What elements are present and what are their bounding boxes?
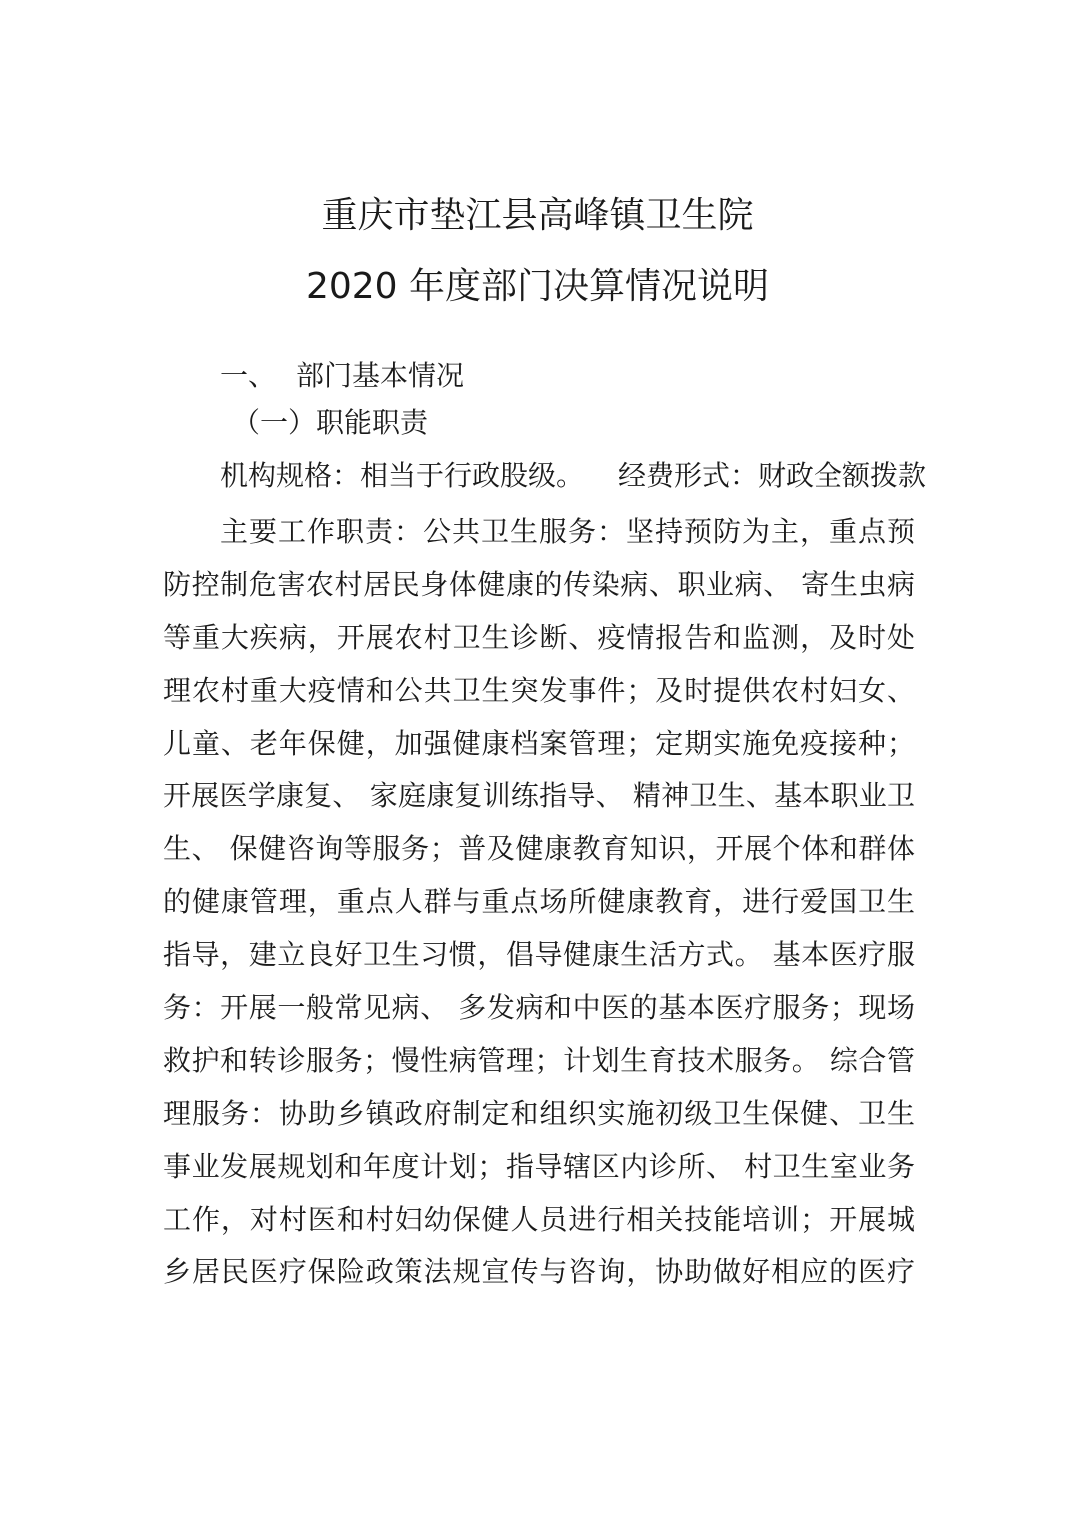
body-line: 等重大疾病，开展农村卫生诊断、疫情报告和监测，及时处 (163, 620, 915, 654)
body-line: 理农村重大疫情和公共卫生突发事件；及时提供农村妇女、 (163, 673, 915, 707)
body-line: 乡居民医疗保险政策法规宣传与咨询，协助做好相应的医疗 (163, 1255, 915, 1289)
body-line: 开展医学康复、 家庭康复训练指导、 精神卫生、基本职业卫 (163, 779, 915, 813)
section-label: 部门基本情况 (296, 359, 465, 392)
funding-form: 经费形式：财政全额拨款 (618, 459, 927, 492)
section-number: 一、 (220, 359, 277, 392)
body-line: 防控制危害农村居民身体健康的传染病、职业病、 寄生虫病 (163, 567, 915, 601)
body-line: 的健康管理，重点人群与重点场所健康教育，进行爱国卫生 (163, 885, 915, 919)
title-line-1: 重庆市垫江县高峰镇卫生院 (321, 195, 754, 236)
document-title (0, 196, 1075, 307)
body-line: 事业发展规划和年度计划；指导辖区内诊所、 村卫生室业务 (163, 1149, 915, 1183)
org-info-line (220, 460, 926, 492)
body-line: 儿童、老年保健，加强健康档案管理；定期实施免疫接种； (163, 726, 915, 760)
body-line: 主要工作职责：公共卫生服务：坚持预防为主，重点预 (220, 515, 915, 548)
section-heading-1 (220, 360, 464, 392)
org-spec: 机构规格：相当于行政股级。 (220, 459, 585, 492)
title-line-2: 2020 年度部门决算情况说明 (305, 266, 770, 307)
subsection-heading-1: （一）职能职责 (232, 406, 429, 439)
body-line: 指导，建立良好卫生习惯，倡导健康生活方式。 基本医疗服 (163, 938, 915, 972)
body-paragraph (163, 516, 915, 1309)
body-line: 工作，对村医和村妇幼保健人员进行相关技能培训；开展城 (163, 1202, 915, 1236)
body-line: 理服务：协助乡镇政府制定和组织实施初级卫生保健、卫生 (163, 1096, 915, 1130)
body-line: 救护和转诊服务；慢性病管理；计划生育技术服务。 综合管 (163, 1043, 915, 1077)
body-line: 务：开展一般常见病、 多发病和中医的基本医疗服务；现场 (163, 991, 915, 1025)
body-line: 生、 保健咨询等服务；普及健康教育知识，开展个体和群体 (163, 832, 915, 866)
